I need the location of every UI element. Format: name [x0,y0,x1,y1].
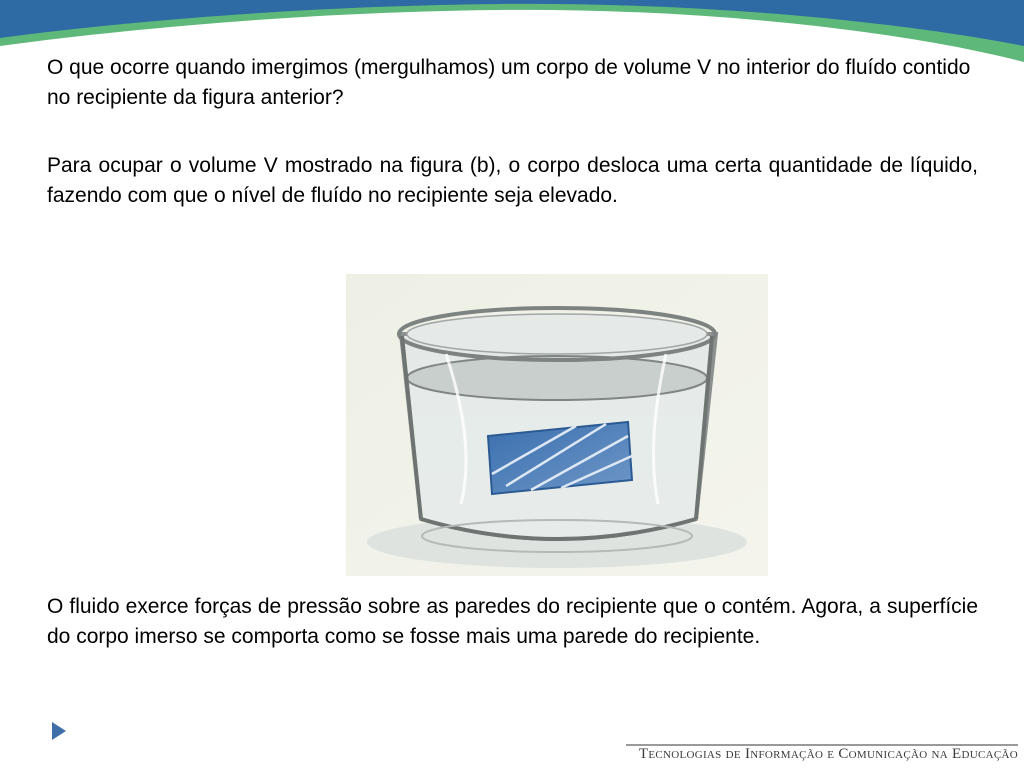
footer-title: Tecnologias de Informação e Comunicação na Educação [638,746,1018,762]
explanation-text: Para ocupar o volume V mostrado na figura (b), o corpo desloca uma certa quantidade de líquido, fazendo com que o nível de fluído no recipiente seja elevado. [47,154,978,207]
immersed-body-figure [346,274,768,576]
play-arrow-icon[interactable] [50,720,68,742]
question-text: O que ocorre quando imergimos (mergulhamos) um corpo de volume V no interior do fluído contido no recipiente da figura anterior? [47,56,971,109]
conclusion-text: O fluido exerce forças de pressão sobre as paredes do recipiente que o contém. Agora, a superfície do corpo imerso se comporta como se fosse mais uma parede do recipiente. [47,595,978,648]
